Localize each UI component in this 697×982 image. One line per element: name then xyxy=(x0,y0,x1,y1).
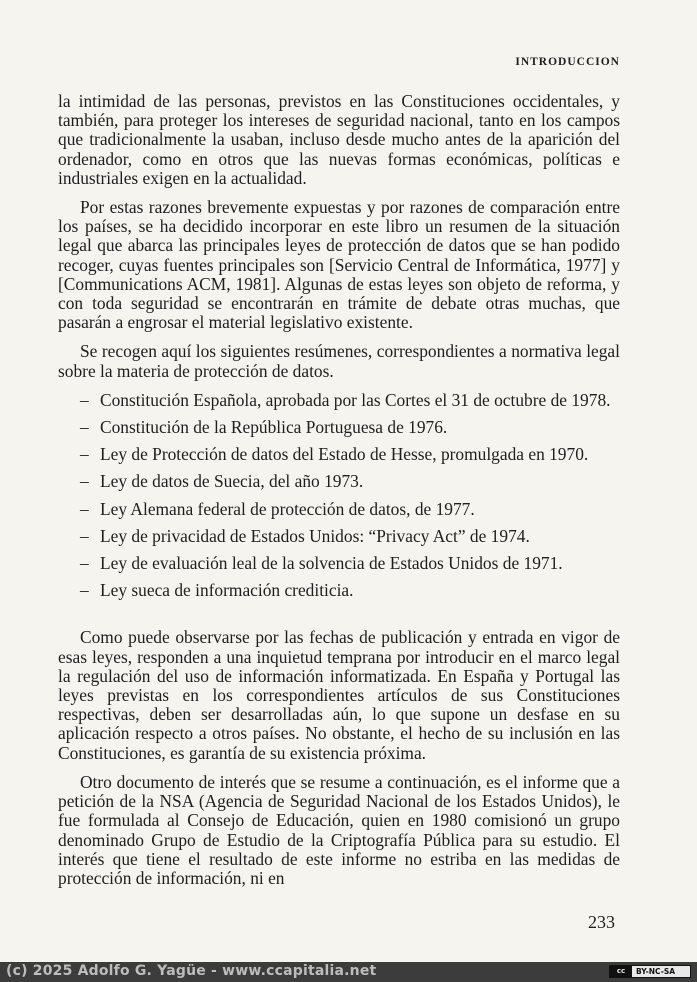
law-list xyxy=(58,391,620,601)
list-dash: – xyxy=(80,444,89,465)
list-item xyxy=(58,418,620,437)
list-item-text: Constitución Española, aprobada por las Cortes el 31 de octubre de 1978. xyxy=(100,389,611,410)
cc-icon: cc xyxy=(610,966,632,977)
list-item-text: Ley de privacidad de Estados Unidos: “Privacy Act” de 1974. xyxy=(100,525,530,546)
list-dash: – xyxy=(80,417,89,438)
list-dash: – xyxy=(80,525,89,546)
list-item xyxy=(58,391,620,410)
list-item xyxy=(58,472,620,491)
page-number: 233 xyxy=(588,912,615,932)
paragraph-5: Otro documento de interés que se resume a continuación, es el informe que a petición de la NSA (Agencia de Seguridad Nacional de los Estados Unidos), le fue formulada al Consejo de Educación, quien en 1980 comisionó un grupo denominado Grupo de Estudio de la Criptografía Pública para su estudio. El interés que tiene el resultado de este informe no estriba en las medidas de protección de información, ni en xyxy=(58,771,620,888)
footer-bar xyxy=(0,962,697,982)
list-item-text: Ley sueca de información crediticia. xyxy=(100,580,354,601)
list-item-text: Ley Alemana federal de protección de datos, de 1977. xyxy=(100,498,475,519)
list-item xyxy=(58,445,620,464)
list-dash: – xyxy=(80,580,89,601)
list-dash: – xyxy=(80,389,89,410)
license-text: BY-NC-SA xyxy=(636,967,676,976)
list-item xyxy=(58,527,620,546)
running-header: INTRODUCCION xyxy=(515,56,620,68)
list-dash: – xyxy=(80,471,89,492)
list-dash: – xyxy=(80,498,89,519)
list-item-text: Ley de evaluación leal de la solvencia de Estados Unidos de 1971. xyxy=(100,553,563,574)
list-item-text: Constitución de la República Portuguesa de 1976. xyxy=(100,417,448,438)
footer-credit: (c) 2025 Adolfo G. Yagüe - www.ccapitalia.net xyxy=(6,963,377,979)
list-item-text: Ley de datos de Suecia, del año 1973. xyxy=(100,471,364,492)
paragraph-1: la intimidad de las personas, previstos en las Constituciones occidentales, y también, para proteger los intereses de seguridad nacional, tanto en los campos que tradicionalmente la usaban, incluso desde mucho antes de la aparición del ordenador, como en otros que las nuevas formas económicas, políticas e industriales exigen en la actualidad. xyxy=(58,91,620,188)
list-dash: – xyxy=(80,553,89,574)
body-text xyxy=(58,92,620,898)
list-item xyxy=(58,581,620,600)
list-item xyxy=(58,500,620,519)
paragraph-4: Como puede observarse por las fechas de publicación y entrada en vigor de esas leyes, responden a una inquietud temprana por introducir en el marco legal la regulación del uso de información informatizada. En España y Portugal las leyes previstas en los correspondientes artículos de sus Constituciones respectivas, deben ser desarrolladas aún, lo que supone un desfase en su aplicación respecto a otros países. No obstante, el hecho de su inclusión en las Constituciones, es garantía de su existencia próxima. xyxy=(58,627,620,763)
license-badge xyxy=(609,965,691,978)
paragraph-3: Se recogen aquí los siguientes resúmenes, correspondientes a normativa legal sobre la materia de protección de datos. xyxy=(58,341,620,381)
list-item-text: Ley de Protección de datos del Estado de Hesse, promulgada en 1970. xyxy=(100,444,589,465)
list-item xyxy=(58,554,620,573)
paragraph-2: Por estas razones brevemente expuestas y por razones de comparación entre los países, se ha decidido incorporar en este libro un resumen de la situación legal que abarca las principales leyes de protección de datos que se han podido recoger, cuyas fuentes principales son [Servicio Central de Informática, 1977] y [Communications ACM, 1981]. Algunas de estas leyes son objeto de reforma, y con toda seguridad se encontrarán en trámite de debate otras muchas, que pasarán a engrosar el material legislativo existente. xyxy=(58,197,620,333)
